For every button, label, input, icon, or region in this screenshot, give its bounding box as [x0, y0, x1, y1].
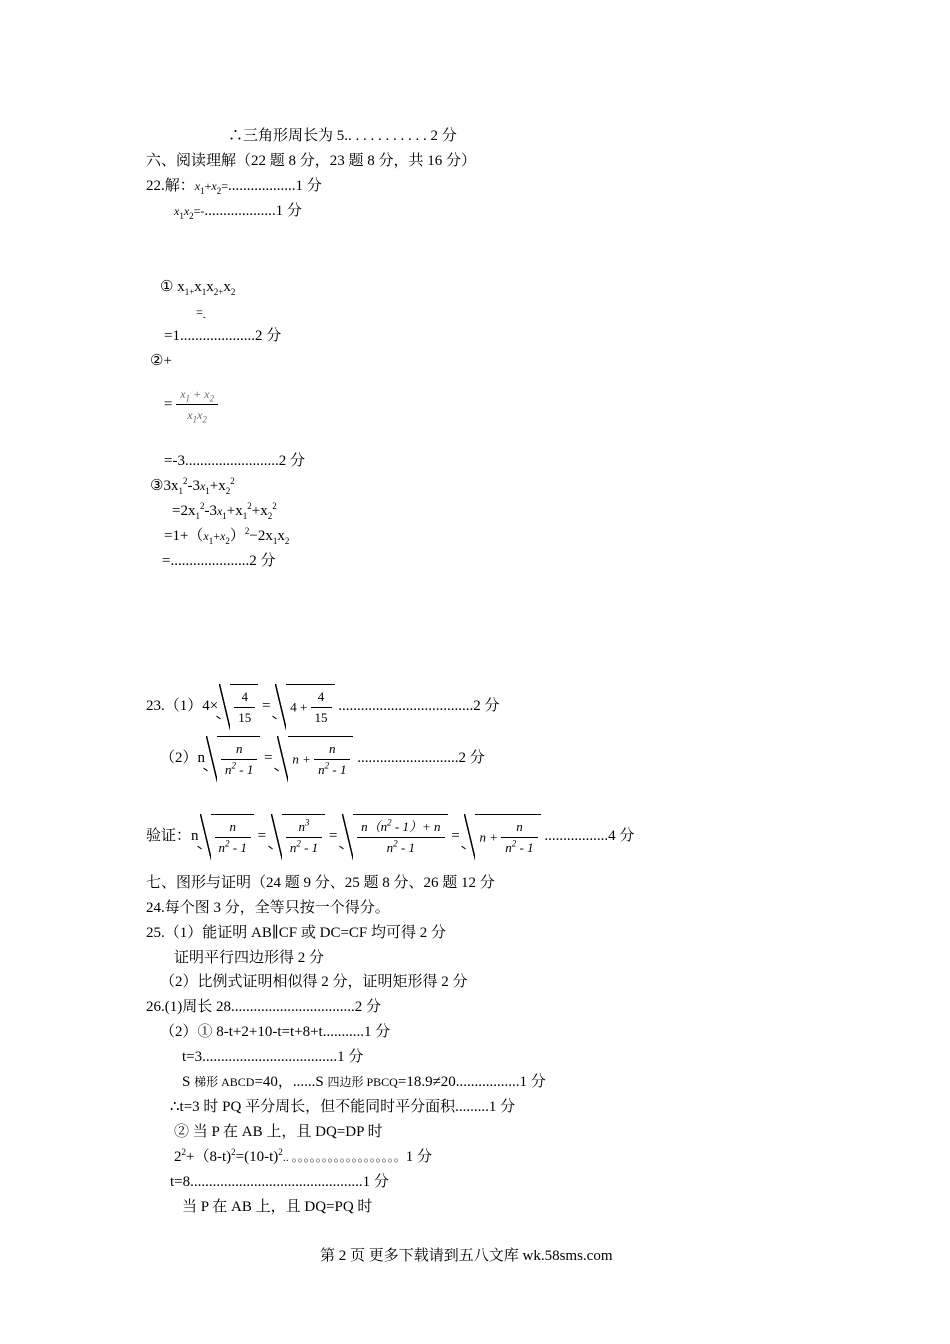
q26-part1: 26.(1)周长 28.................................2 分: [146, 999, 381, 1015]
q22-line2: $x_1x_2=-...................1$ 分: [174, 203, 302, 221]
q26-part2-t3: t=3....................................1 分: [182, 1049, 364, 1065]
q23-part2: （2）n $\frac{n}{n^2 - 1}$ = n + $\frac{n}{n^2 - 1}$ ...........................2 分: [160, 736, 485, 780]
q25-part1b: 证明平行四边形得 2 分: [174, 950, 325, 966]
q26-conclusion: ∴t=3 时 PQ 平分周长，但不能同时平分面积.........1 分: [170, 1099, 516, 1115]
page-footer: 第 2 页 更多下载请到五八文库 wk.58sms.com: [320, 1248, 613, 1264]
q26-part2-eq: （2）① 8-t+2+10-t=t+8+t...........1 分: [160, 1024, 391, 1040]
q22-line1: 22.解：$x_1+x_2=..................1$ 分: [146, 178, 322, 196]
q22-part3-expr: $③3x_1^2-3x_1+x_2^2$: [150, 476, 235, 496]
q22-part1-eq: $=_-$: [196, 305, 206, 322]
q24-line: 24.每个图 3 分，全等只按一个得分。: [146, 900, 390, 916]
q22-part3-step2: $=1+(x_1+x_2)^2-2x_1x_2$: [164, 526, 290, 546]
q26-case2-eq: $2^2+(8-t)^2=(10-t)^2$.. 。。。。。。。。。。。。。。。。。。1 分: [174, 1147, 433, 1165]
q22-part2-result: =-3.........................2 分: [164, 453, 305, 469]
q26-case3: 当 P 在 AB 上，且 DQ=PQ 时: [182, 1199, 373, 1215]
q26-case2-result: t=8..............................................1 分: [170, 1174, 389, 1190]
q26-area-line: S 梯形 ABCD=40，......S 四边形 PBCQ=18.9≠20.................1 分: [182, 1074, 546, 1090]
q22-part3-step1: $=2x_1^2-3x_1+x_1^2+x_2^2$: [172, 501, 277, 521]
q25-part2: （2）比例式证明相似得 2 分，证明矩形得 2 分: [160, 974, 468, 990]
q22-part3-result: =.....................2 分: [162, 553, 276, 569]
line-triangle-perimeter: ∴三角形周长为 5.. . . . . . . . . . . 2 分: [228, 128, 457, 144]
q26-case2: ② 当 P 在 AB 上，且 DQ=DP 时: [174, 1124, 383, 1140]
q23-part1: 23.（1）4× $\frac{4}{15}$ = 4 + $\frac{4}{15}$ ....................................2 分: [146, 684, 500, 728]
section-seven-heading: 七、图形与证明（24 题 9 分、25 题 8 分、26 题 12 分: [146, 875, 495, 891]
q25-part1: 25.（1）能证明 AB∥CF 或 DC=CF 均可得 2 分: [146, 925, 447, 941]
q22-part2-fraction: = $\frac{x_1 + x_2}{x_1x_2}$: [164, 384, 218, 425]
q22-part1-result: =1....................2 分: [164, 328, 282, 344]
section-six-heading: 六、阅读理解（22 题 8 分，23 题 8 分，共 16 分）: [146, 153, 477, 169]
q23-verification: 验证：n $\frac{n}{n^2 - 1}$ = $\frac{n^3}{n^2 - 1}$ = $\frac{n(n^2 - 1)+ n}{n^2 - 1}$ = n + $\frac{n}{n^2 - 1}$ .................4 分: [146, 814, 634, 858]
q22-part2-label: ②+: [150, 353, 172, 369]
q22-part1-expr: ① $x_{1+}x_1x_{2+}x_2$: [160, 279, 236, 297]
